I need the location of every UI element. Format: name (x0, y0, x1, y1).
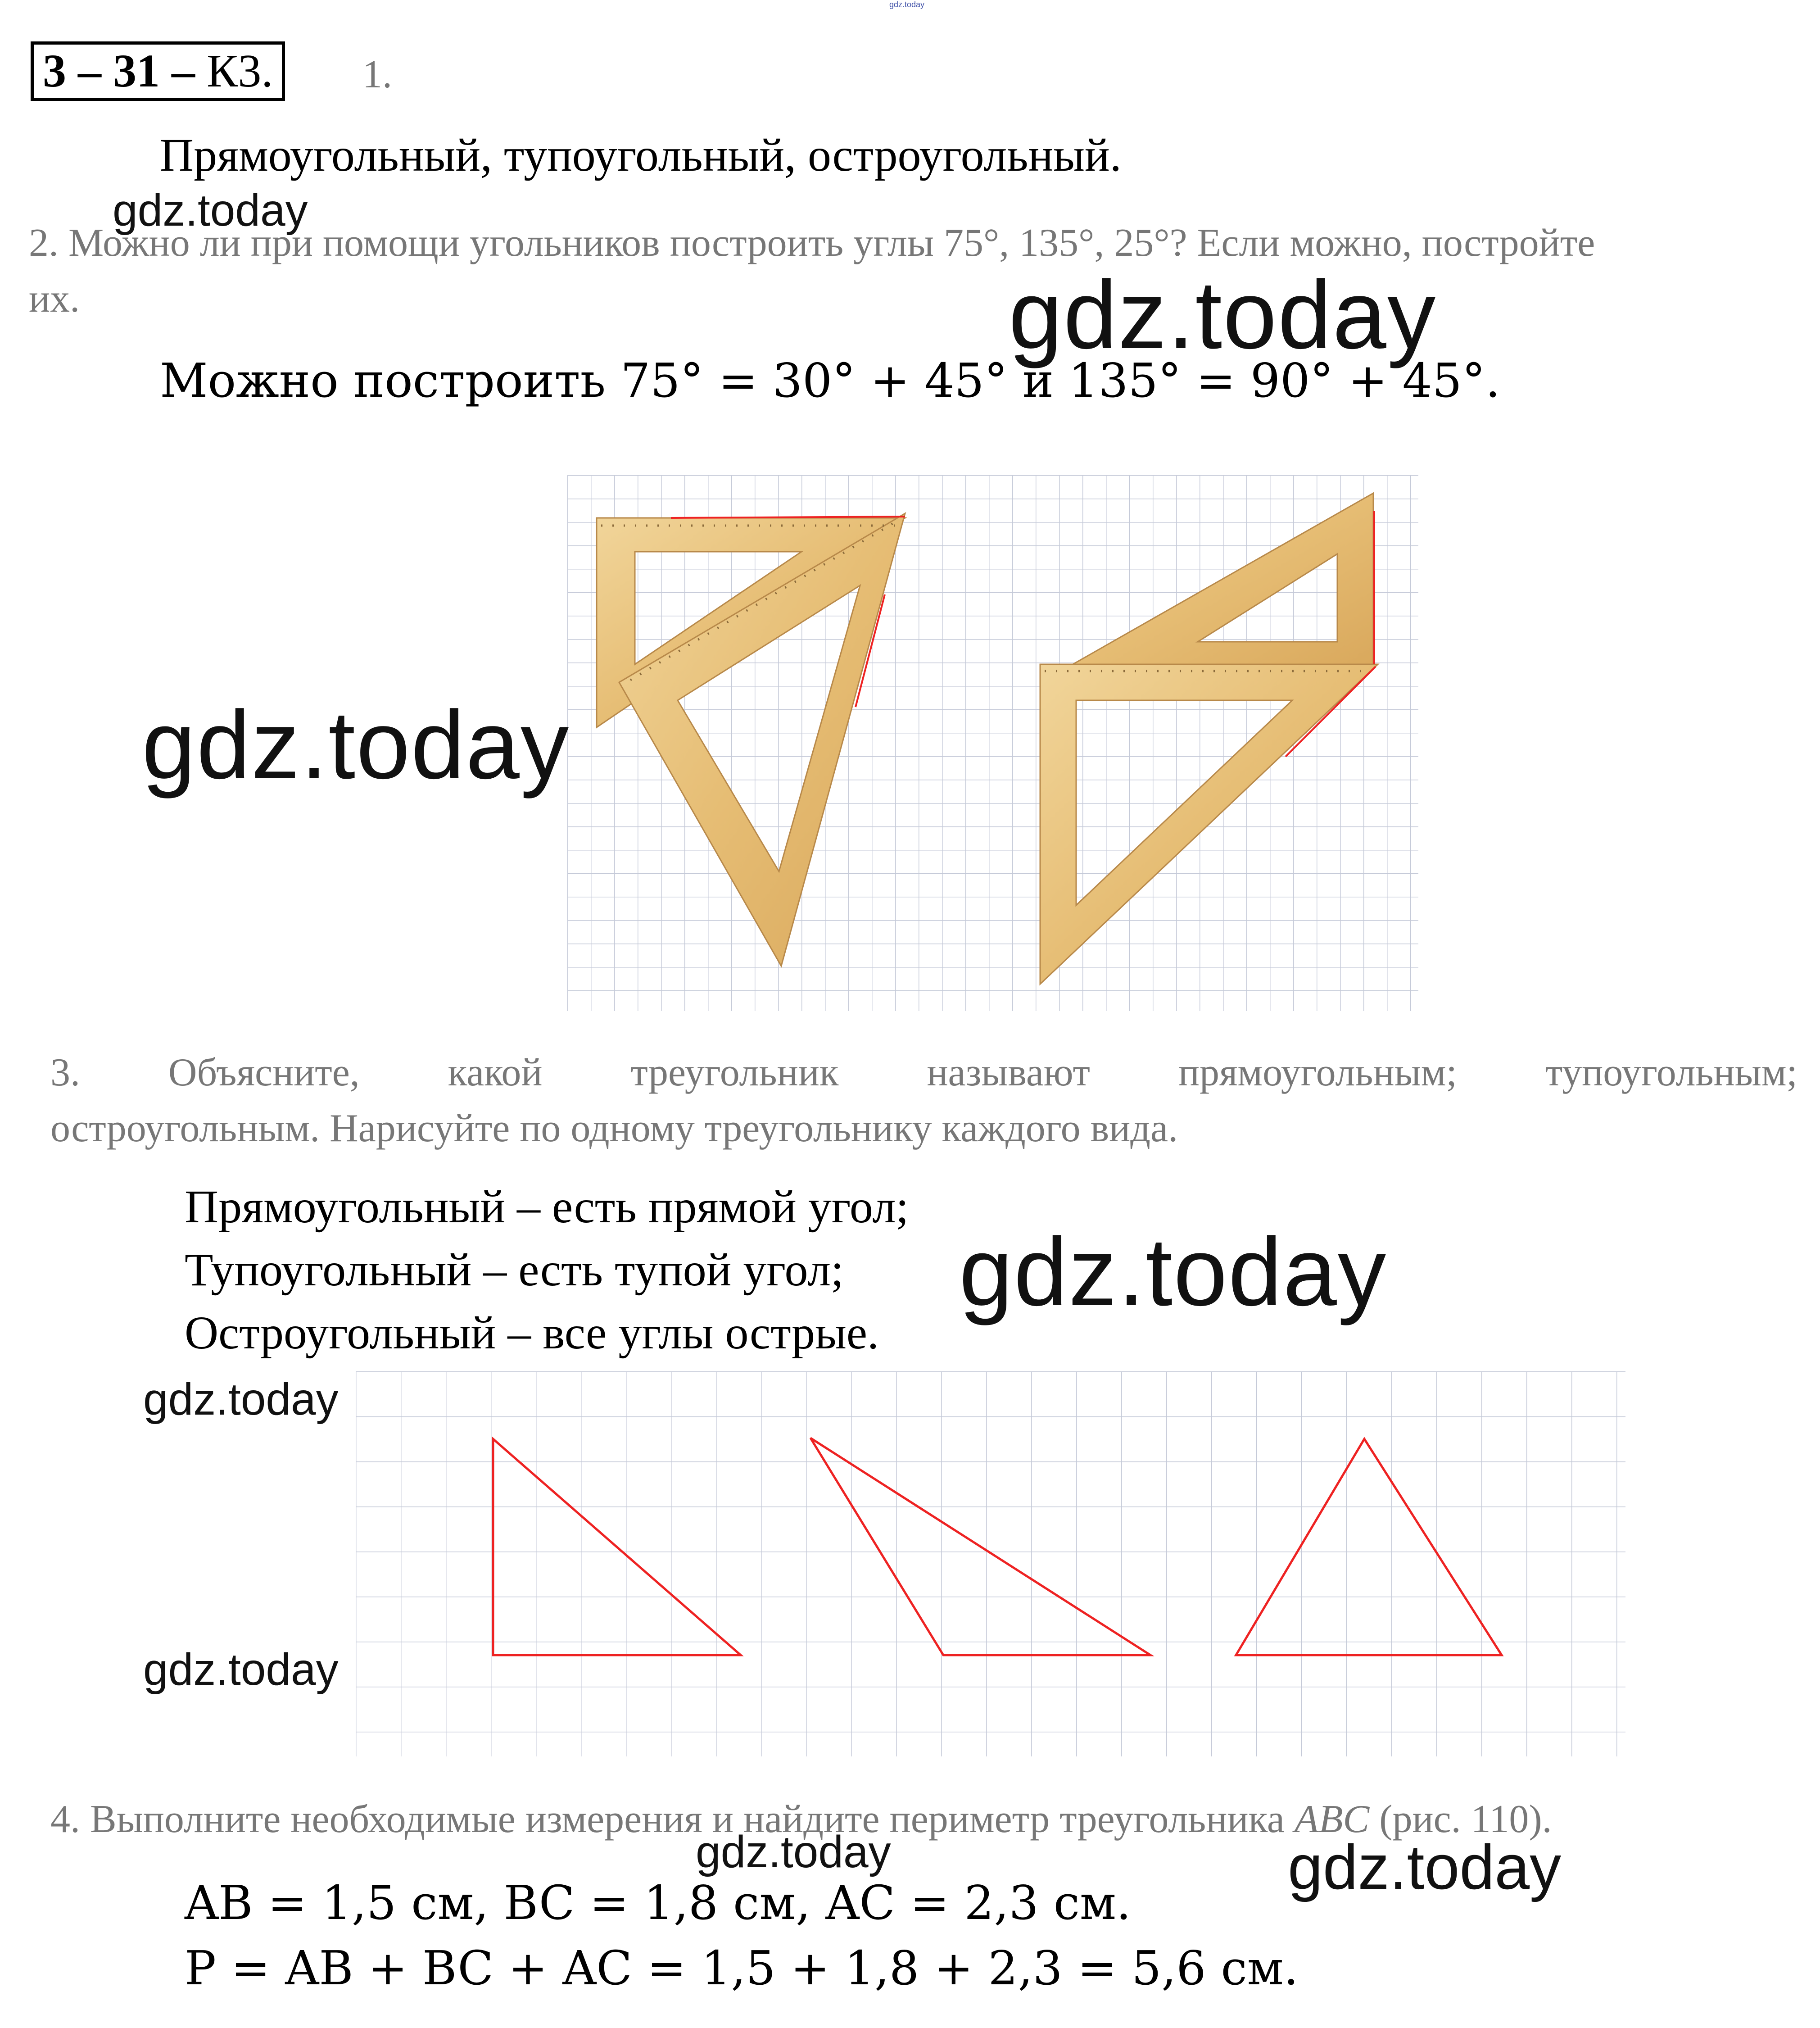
item-2-answer: Можно построить 75° = 30° + 45° и 135° = 90° + 45°. (160, 353, 1500, 408)
item-3-answer-3: Остроугольный – все углы острые. (185, 1307, 879, 1359)
item-3-question-line2: остроугольным. Нарисуйте по одному треугольнику каждого вида. (50, 1107, 1178, 1150)
item-3-answer-1: Прямоугольный – есть прямой угол; (185, 1181, 909, 1233)
watermark-7: gdz.today (696, 1827, 891, 1877)
task-code-prefix: 3 – 31 – (43, 45, 207, 97)
task-code-box (31, 41, 285, 101)
item-3-word: прямоугольным; (1178, 1051, 1457, 1094)
item-4-question-pre: 4. Выполните необходимые измерения и найдите периметр треугольника (50, 1797, 1295, 1841)
item-3-word: 3. (50, 1051, 80, 1094)
item-3-word: какой (448, 1051, 543, 1094)
item-1-number: 1. (362, 53, 392, 96)
triangles-figure (356, 1371, 1625, 1756)
item-3-question-line1 (50, 1045, 1797, 1101)
item-3-word: Объясните, (168, 1051, 360, 1094)
item-4-answer-1: AB = 1,5 см, BC = 1,8 см, AC = 2,3 см. (185, 1875, 1131, 1930)
item-3-word: называют (927, 1051, 1090, 1094)
item-3-word: треугольник (630, 1051, 839, 1094)
watermark-1: gdz.today (113, 185, 308, 236)
watermark-2: gdz.today (1009, 260, 1437, 369)
set-squares-figure (567, 475, 1418, 1011)
watermark-6: gdz.today (143, 1644, 339, 1695)
watermark-5: gdz.today (143, 1374, 339, 1425)
item-4-question-abc: ABC (1294, 1797, 1370, 1841)
item-3-word: тупоугольным; (1545, 1051, 1797, 1094)
item-2-question-line1: 2. Можно ли при помощи угольников построить углы 75°, 135°, 25°? Если можно, постройте (29, 221, 1595, 265)
watermark-4: gdz.today (959, 1217, 1387, 1326)
item-4-question-post: (рис. 110). (1369, 1797, 1552, 1841)
watermark-3: gdz.today (142, 690, 570, 799)
grid-background (356, 1371, 1625, 1756)
item-4-answer-2: P = AB + BC + AC = 1,5 + 1,8 + 2,3 = 5,6 см. (185, 1941, 1299, 1996)
task-code-suffix: К3. (207, 45, 273, 97)
watermark-top: gdz.today (889, 0, 925, 9)
item-1-answer: Прямоугольный, тупоугольный, остроугольный. (160, 129, 1122, 181)
item-3-answer-2: Тупоугольный – есть тупой угол; (185, 1244, 844, 1296)
item-3-question (50, 1045, 1797, 1157)
watermark-8: gdz.today (1288, 1832, 1562, 1902)
item-2-question-line2: их. (29, 277, 80, 321)
